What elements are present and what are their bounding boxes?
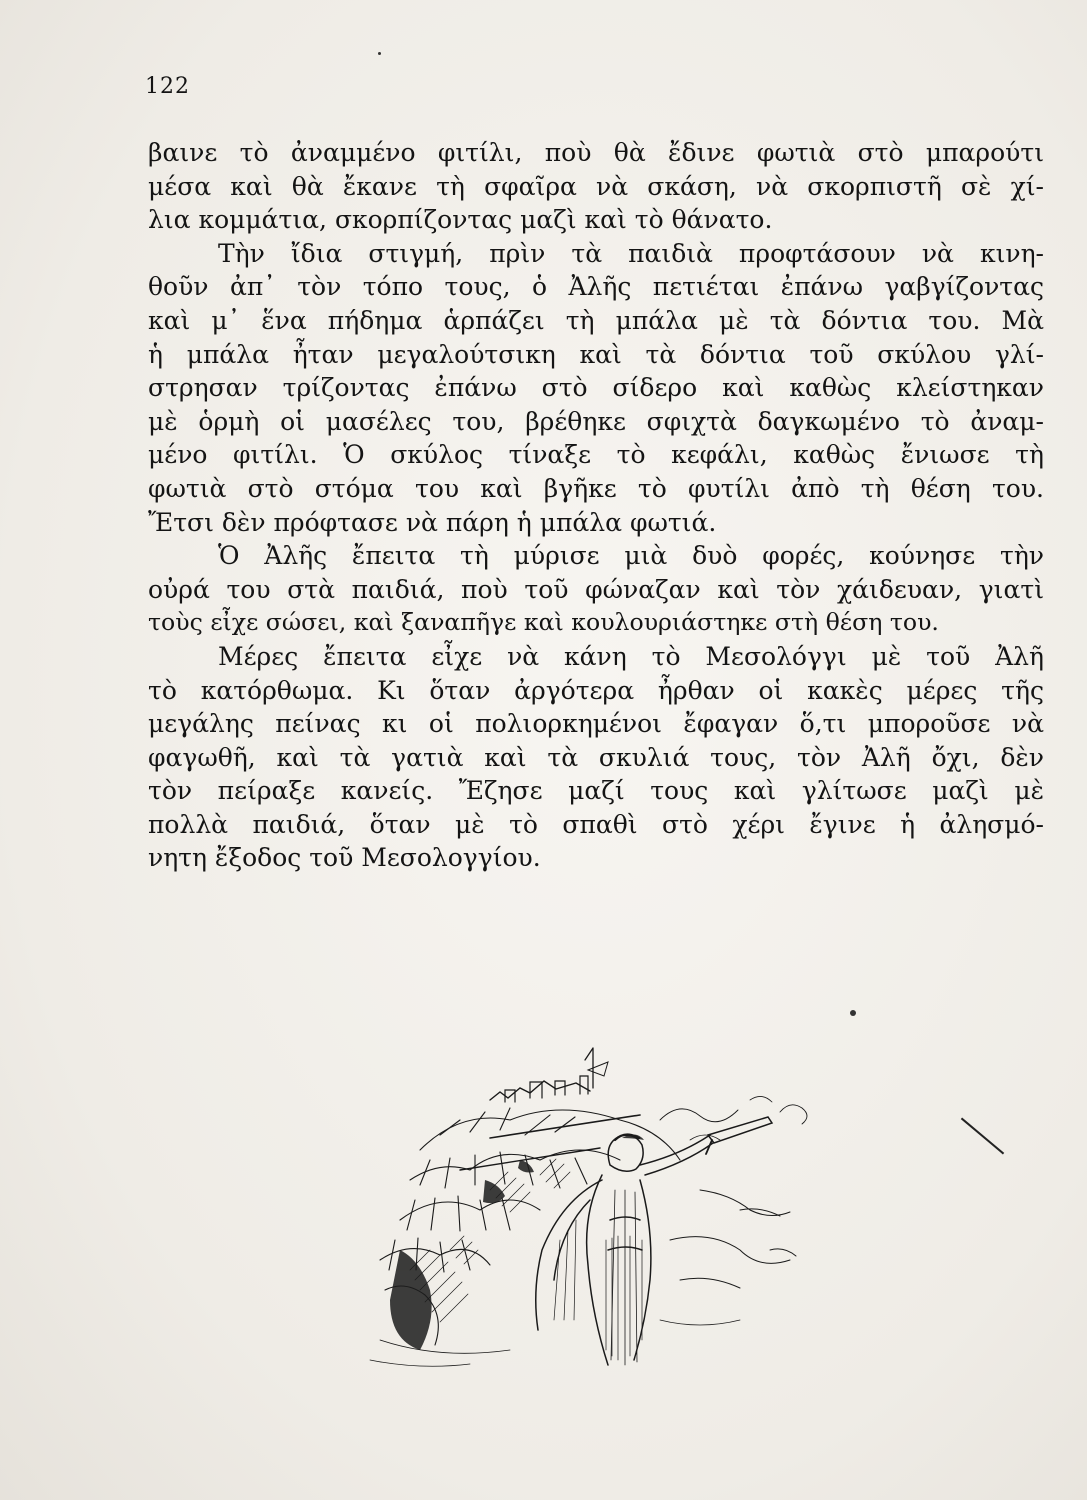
text-line: οὐρά του στὰ παιδιά, ποὺ τοῦ φώναζαν καὶ τὸν χάιδευαν, γιατὶ	[148, 574, 1044, 604]
text-line: ἡ μπάλα ἦταν μεγαλούτσικη καὶ τὰ δόντια τοῦ σκύλου γλί-	[148, 339, 1044, 369]
text-line: λια κομμάτια, σκορπίζοντας μαζὶ καὶ τὸ θάνατο.	[148, 205, 773, 235]
text-line: πολλὰ παιδιά, ὅταν μὲ τὸ σπαθὶ στὸ χέρι ἔγινε ἡ ἀλησμό-	[148, 809, 1044, 839]
text-line: Ὁ Ἀλῆς ἔπειτα τὴ μύρισε μιὰ δυὸ φορές, κούνησε τὴν	[218, 541, 1044, 571]
text-line: μένο φιτίλι. Ὁ σκύλος τίναξε τὸ κεφάλι, καθὼς ἔνιωσε τὴ	[148, 440, 1044, 470]
text-line: μεγάλης πείνας κι οἱ πολιορκημένοι ἔφαγαν ὅ,τι μποροῦσε νὰ	[148, 709, 1044, 739]
text-line: βαινε τὸ ἀναμμένο φιτίλι, ποὺ θὰ ἔδινε φωτιὰ στὸ μπαρούτι	[148, 138, 1044, 167]
text-line: μέσα καὶ θὰ ἔκανε τὴ σφαῖρα νὰ σκάση, νὰ σκορπιστῆ σὲ χί-	[148, 171, 1044, 201]
text-line: στρησαν τρίζοντας ἐπάνω στὸ σίδερο καὶ καθὼς κλείστηκαν	[148, 373, 1044, 403]
text-line: νητη ἔξοδος τοῦ Μεσολογγίου.	[148, 843, 541, 873]
text-line: Τὴν ἴδια στιγμή, πρὶν τὰ παιδιὰ προφτάσουν νὰ κινη-	[218, 238, 1044, 268]
scan-speck	[378, 52, 381, 55]
text-line: φωτιὰ στὸ στόμα του καὶ βγῆκε τὸ φυτίλι ἀπὸ τὴ θέση του.	[148, 473, 1044, 503]
text-line: Ἔτσι δὲν πρόφτασε νὰ πάρη ἡ μπάλα φωτιά.	[148, 507, 717, 537]
text-line: καὶ μ᾿ ἕνα πήδημα ἁρπάζει τὴ μπάλα μὲ τὰ δόντια του. Μὰ	[148, 305, 1044, 335]
scan-speck	[850, 1010, 856, 1016]
body-text	[148, 136, 1044, 875]
text-line: Μέρες ἔπειτα εἶχε νὰ κάνη τὸ Μεσολόγγι μὲ τοῦ Ἀλῆ	[218, 641, 1044, 671]
text-line: τοὺς εἶχε σώσει, καὶ ξαναπῆγε καὶ κουλουριάστηκε στὴ θέση του.	[148, 608, 939, 637]
text-line: τὸν πείραξε κανείς. Ἔζησε μαζί τους καὶ γλίτωσε μαζὶ μὲ	[148, 776, 1044, 806]
battle-illustration	[340, 1040, 840, 1410]
scan-mark	[961, 1118, 1004, 1155]
text-line: τὸ κατόρθωμα. Κι ὅταν ἀργότερα ἦρθαν οἱ κακὲς μέρες τῆς	[148, 675, 1044, 705]
text-line: θοῦν ἀπ᾿ τὸν τόπο τους, ὁ Ἀλῆς πετιέται ἐπάνω γαβγίζοντας	[148, 272, 1044, 302]
page-number: 122	[145, 74, 190, 99]
text-line: φαγωθῆ, καὶ τὰ γατιὰ καὶ τὰ σκυλιά τους, τὸν Ἀλῆ ὄχι, δὲν	[148, 742, 1044, 772]
text-line: μὲ ὁρμὴ οἱ μασέλες του, βρέθηκε σφιχτὰ δαγκωμένο τὸ ἀναμ-	[148, 406, 1044, 436]
